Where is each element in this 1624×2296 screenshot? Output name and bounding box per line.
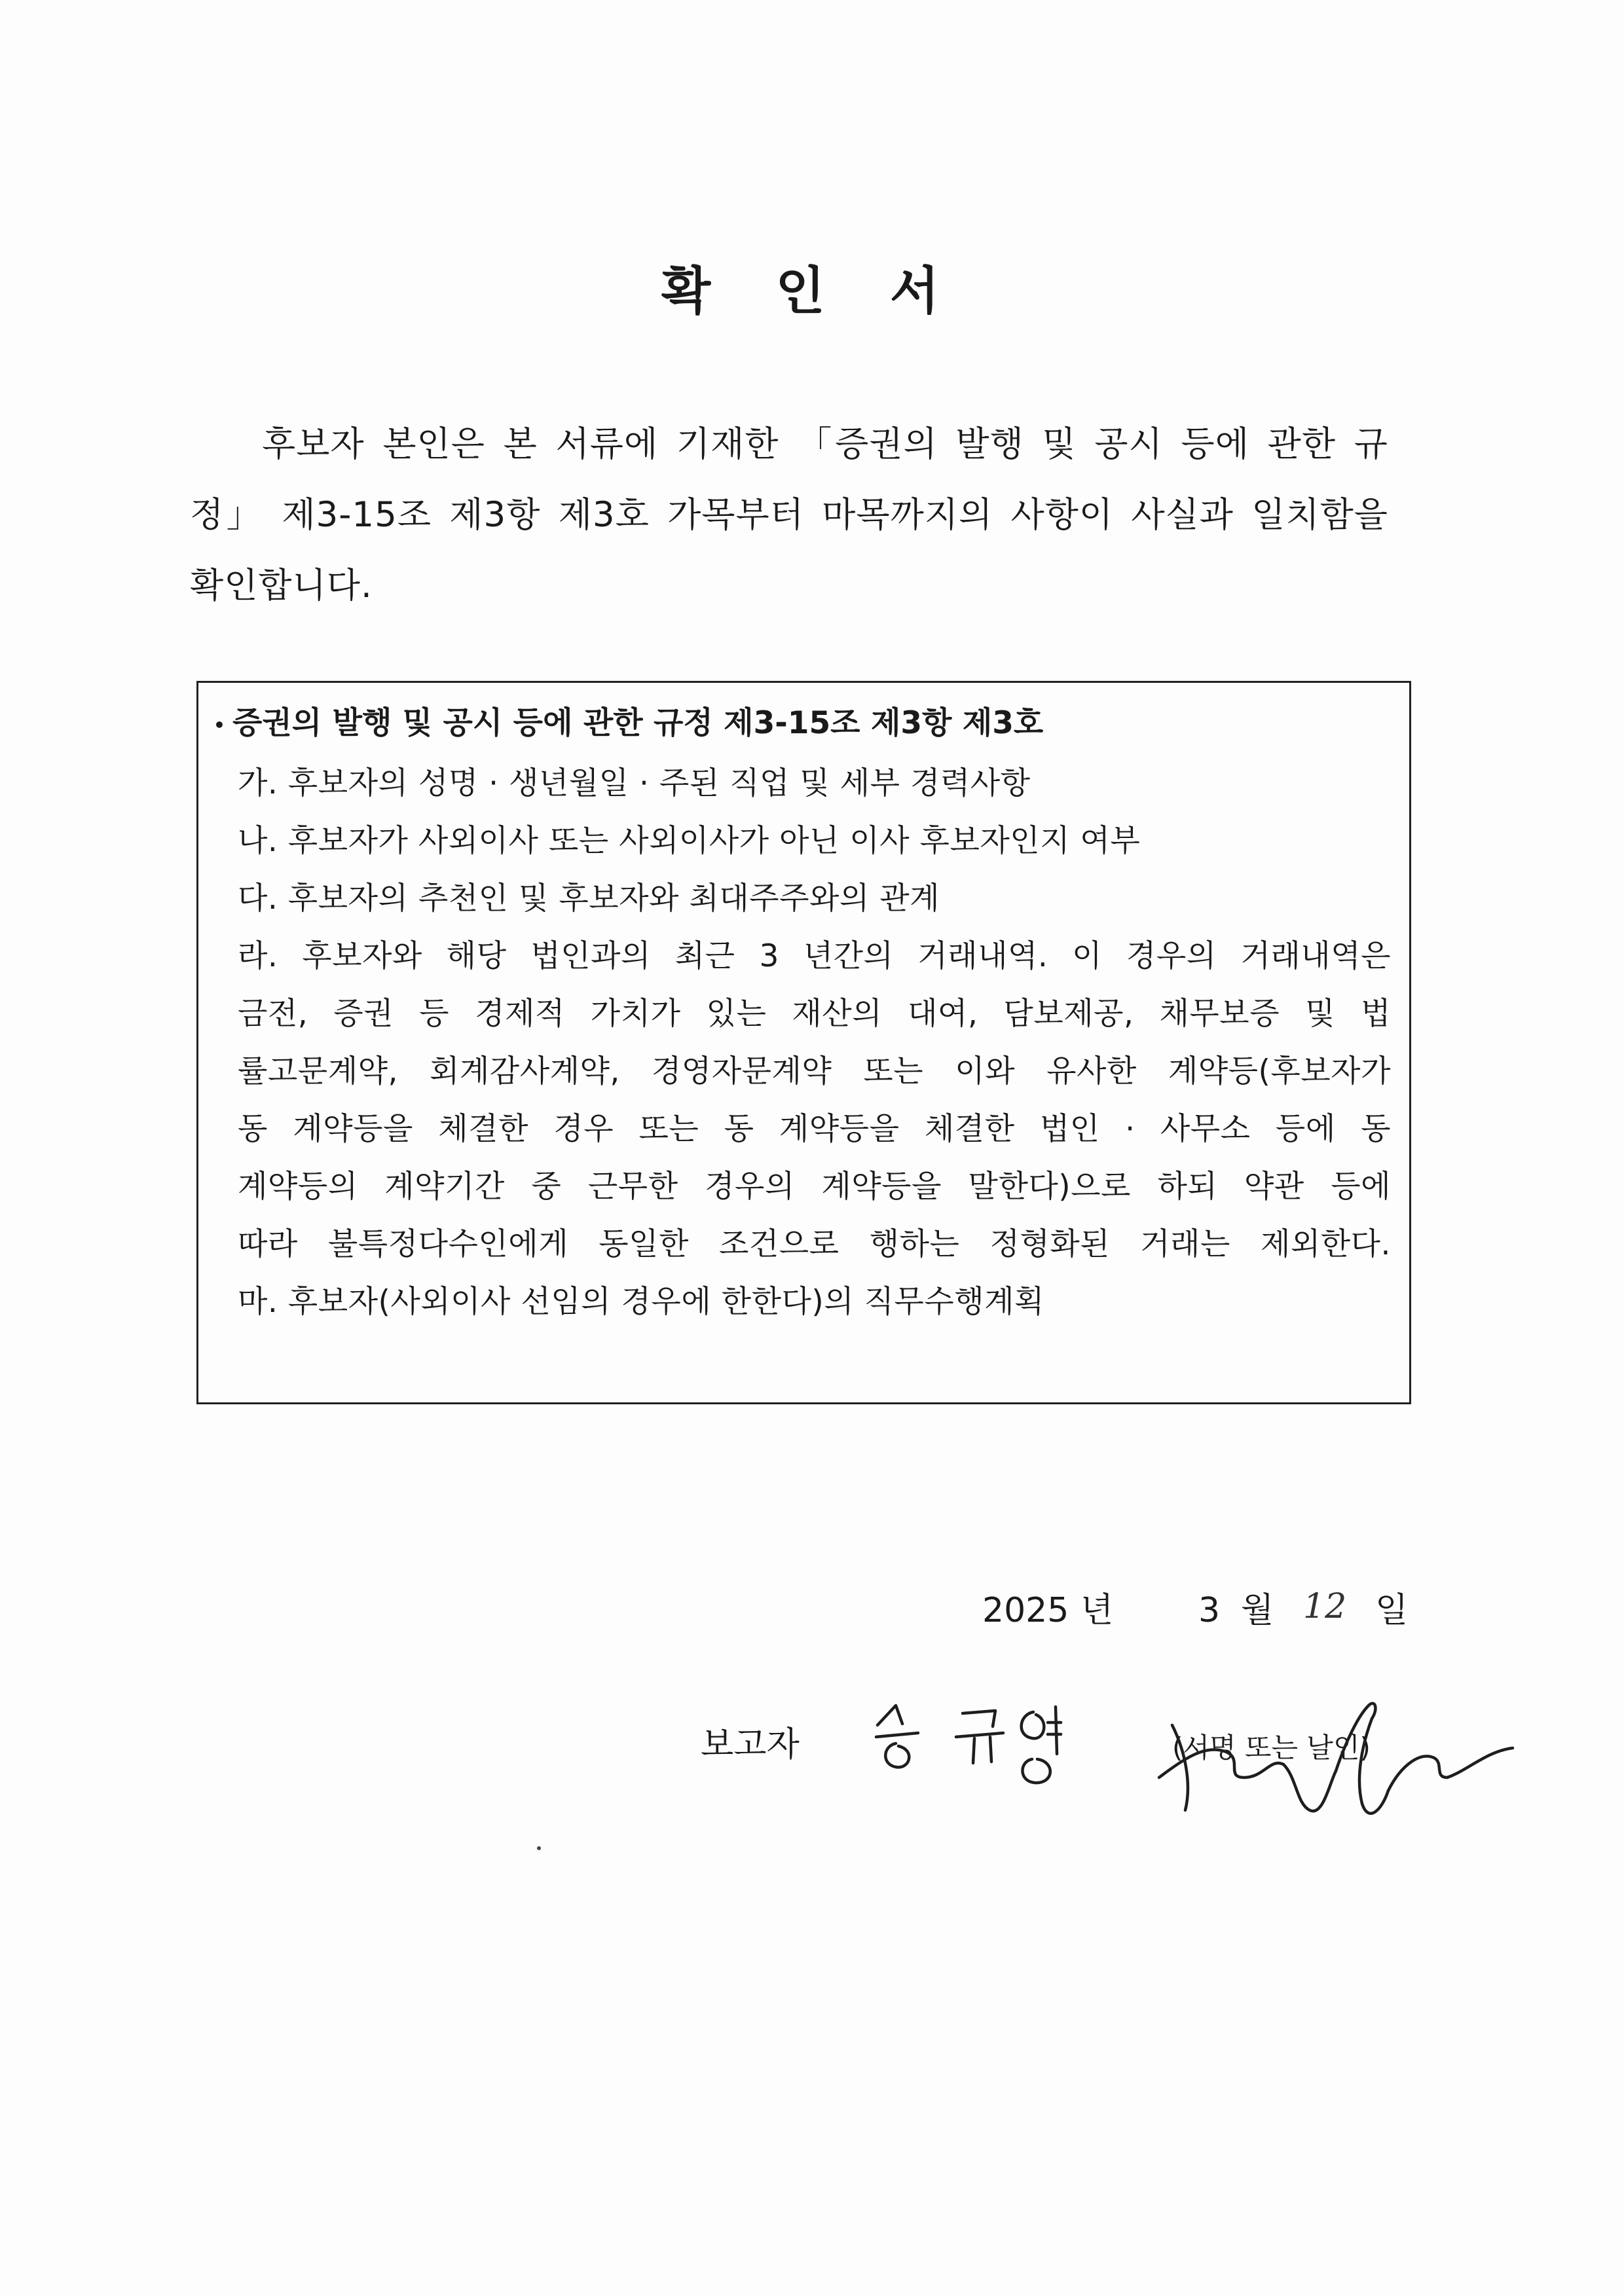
- regulation-item-ra-cont-3: 동 계약등을 체결한 경우 또는 동 계약등을 체결한 법인 · 사무소 등에 동: [238, 1111, 1391, 1147]
- regulation-item-na: 나. 후보자가 사외이사 또는 사외이사가 아닌 이사 후보자인지 여부: [238, 823, 1141, 859]
- bullet-icon: •: [213, 714, 225, 736]
- intro-paragraph: [190, 409, 1388, 621]
- signature-or-seal-note: (서명 또는 날인): [1172, 1732, 1371, 1764]
- regulation-item-ra-cont-5: 따라 불특정다수인에게 동일한 조건으로 행하는 정형화된 거래는 제외한다.: [238, 1226, 1391, 1262]
- reporter-block: [701, 1699, 1532, 1836]
- signing-date: [982, 1581, 1414, 1640]
- date-day-handwritten: 12: [1303, 1587, 1347, 1626]
- regulation-item-ra: 라. 후보자와 해당 법인과의 최근 3 년간의 거래내역. 이 경우의 거래내역은: [238, 938, 1391, 974]
- regulation-item-ma: 마. 후보자(사외이사 선임의 경우에 한한다)의 직무수행계획: [238, 1284, 1044, 1320]
- intro-text: 후보자 본인은 본 서류에 기재한 「증권의 발행 및 공시 등에 관한 규정」 제3-15조 제3항 제3호 가목부터 마목까지의 사항이 사실과 일치함을 확인합니다.: [190, 424, 1388, 606]
- regulation-box: [196, 681, 1411, 1404]
- handwritten-name-signature: [864, 1686, 1146, 1804]
- date-day-unit: 일: [1375, 1591, 1409, 1630]
- scan-speck: [537, 1846, 541, 1850]
- regulation-item-ra-cont-1: 금전, 증권 등 경제적 가치가 있는 재산의 대여, 담보제공, 채무보증 및 법: [238, 996, 1391, 1032]
- date-year-unit: 년: [1080, 1591, 1114, 1630]
- regulation-heading-text: 증권의 발행 및 공시 등에 관한 규정 제3-15조 제3항 제3호: [232, 705, 1044, 741]
- handwritten-signature-scrawl: [1146, 1679, 1539, 1836]
- reporter-label: 보고자: [701, 1725, 800, 1764]
- regulation-item-da: 다. 후보자의 추천인 및 후보자와 최대주주와의 관계: [238, 881, 940, 917]
- document-title: 확 인 서: [661, 262, 963, 321]
- regulation-heading: [206, 697, 1043, 752]
- regulation-item-ra-cont-2: 률고문계약, 회계감사계약, 경영자문계약 또는 이와 유사한 계약등(후보자가: [238, 1053, 1391, 1089]
- date-year: 2025: [982, 1591, 1069, 1630]
- date-month: 3: [1198, 1591, 1221, 1630]
- date-month-unit: 월: [1241, 1591, 1274, 1630]
- regulation-items: [238, 755, 1391, 1331]
- regulation-item-ra-cont-4: 계약등의 계약기간 중 근무한 경우의 계약등을 말한다)으로 하되 약관 등에: [238, 1169, 1391, 1205]
- regulation-item-ga: 가. 후보자의 성명 · 생년월일 · 주된 직업 및 세부 경력사항: [238, 765, 1031, 801]
